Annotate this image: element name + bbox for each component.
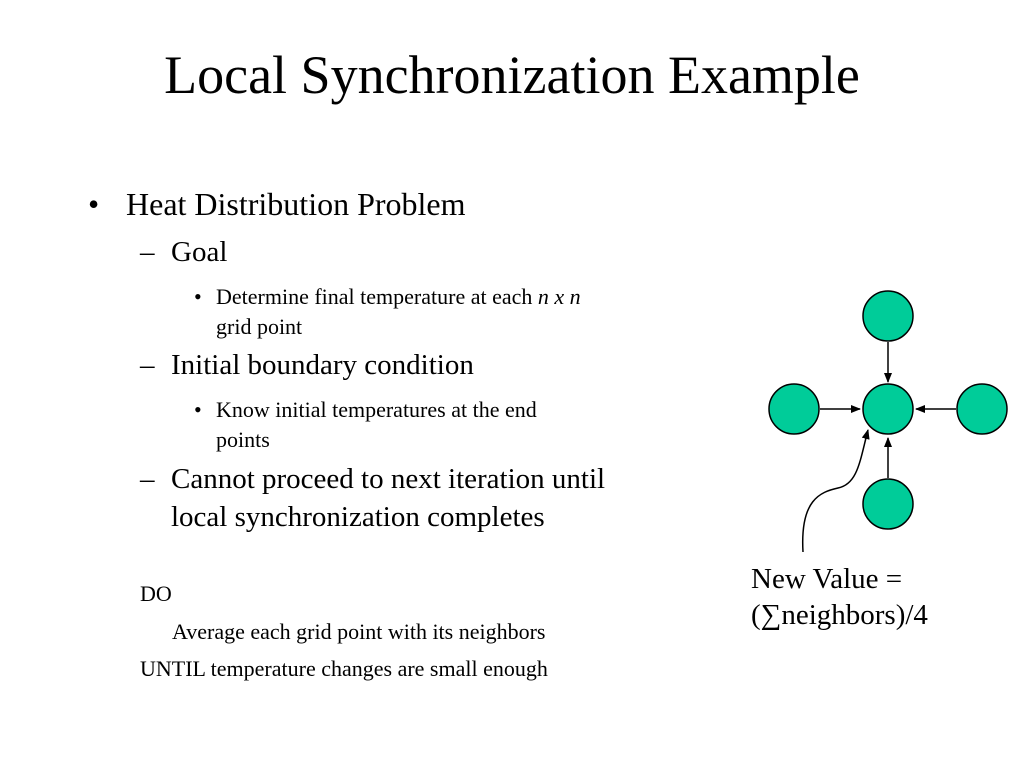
slide-title: Local Synchronization Example [164,45,860,105]
dash-marker: – [140,349,155,381]
sub-bullet-initial-condition: Initial boundary condition [171,349,474,381]
sub-bullet-cannot-proceed-line2: local synchronization completes [171,501,545,533]
new-value-caption-line1: New Value = [751,563,903,595]
new-value-caption-line2: (∑neighbors)/4 [751,599,928,631]
grid-size-term: n x n [537,284,581,309]
grid-node-right [957,384,1007,434]
dash-marker: – [140,236,155,268]
pseudocode-until: UNTIL temperature changes are small enough [140,656,548,681]
pseudocode-body: Average each grid point with its neighbors [172,619,546,644]
grid-node-left [769,384,819,434]
dash-marker: – [140,463,155,495]
initial-detail-line1: Know initial temperatures at the end [216,397,537,422]
bullet-marker: • [88,186,100,222]
grid-node-center [863,384,913,434]
pseudocode-do: DO [140,581,172,606]
bullet-heat-distribution: Heat Distribution Problem [126,186,466,222]
bullet-marker: • [194,397,202,422]
goal-detail-text: Determine final temperature at each [216,284,538,309]
caption-pointer-arrow [803,430,868,552]
initial-detail-line2: points [216,427,270,452]
grid-node-bottom [863,479,913,529]
goal-detail-line2: grid point [216,314,303,339]
sub-bullet-goal: Goal [171,236,228,268]
grid-node-top [863,291,913,341]
bullet-marker: • [194,284,202,309]
sub-bullet-cannot-proceed-line1: Cannot proceed to next iteration until [171,463,606,495]
